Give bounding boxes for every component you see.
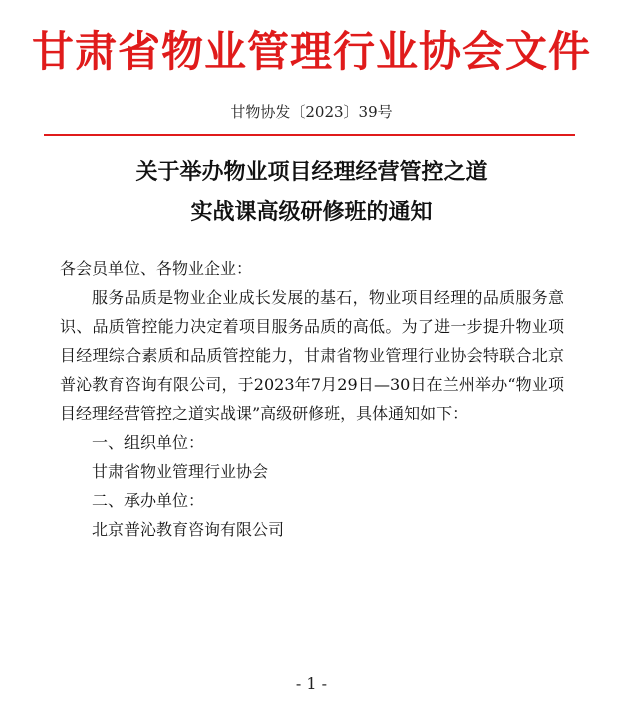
intro-paragraph: 服务品质是物业企业成长发展的基石，物业项目经理的品质服务意识、品质管控能力决定着项目服务品质的高低。为了进一步提升物业项目经理综合素质和品质管控能力，甘肃省物业管理行业协会特联合北京普沁教育咨询有限公司，于2023年7月29日—30日在兰州举办“物业项目经理经营管控之道实战课”高级研修班，具体通知如下： xyxy=(60,288,564,423)
salutation: 各会员单位、各物业企业： xyxy=(60,259,253,278)
document-title-line-1: 关于举办物业项目经理经营管控之道 xyxy=(135,159,488,185)
document-issuer-header: 甘肃省物业管理行业协会文件 xyxy=(31,27,591,76)
section-heading-host: 二、承办单位： xyxy=(92,491,205,510)
page-number: - 1 - xyxy=(295,674,328,693)
organizer-name: 甘肃省物业管理行业协会 xyxy=(92,462,269,481)
host-name: 北京普沁教育咨询有限公司 xyxy=(92,520,285,539)
document-body xyxy=(60,254,564,544)
document-number: 甘物协发〔2023〕39号 xyxy=(230,103,393,121)
section-heading-organizer: 一、组织单位： xyxy=(92,433,205,452)
red-separator-line xyxy=(44,134,575,136)
document-title-line-2: 实战课高级研修班的通知 xyxy=(190,199,433,225)
